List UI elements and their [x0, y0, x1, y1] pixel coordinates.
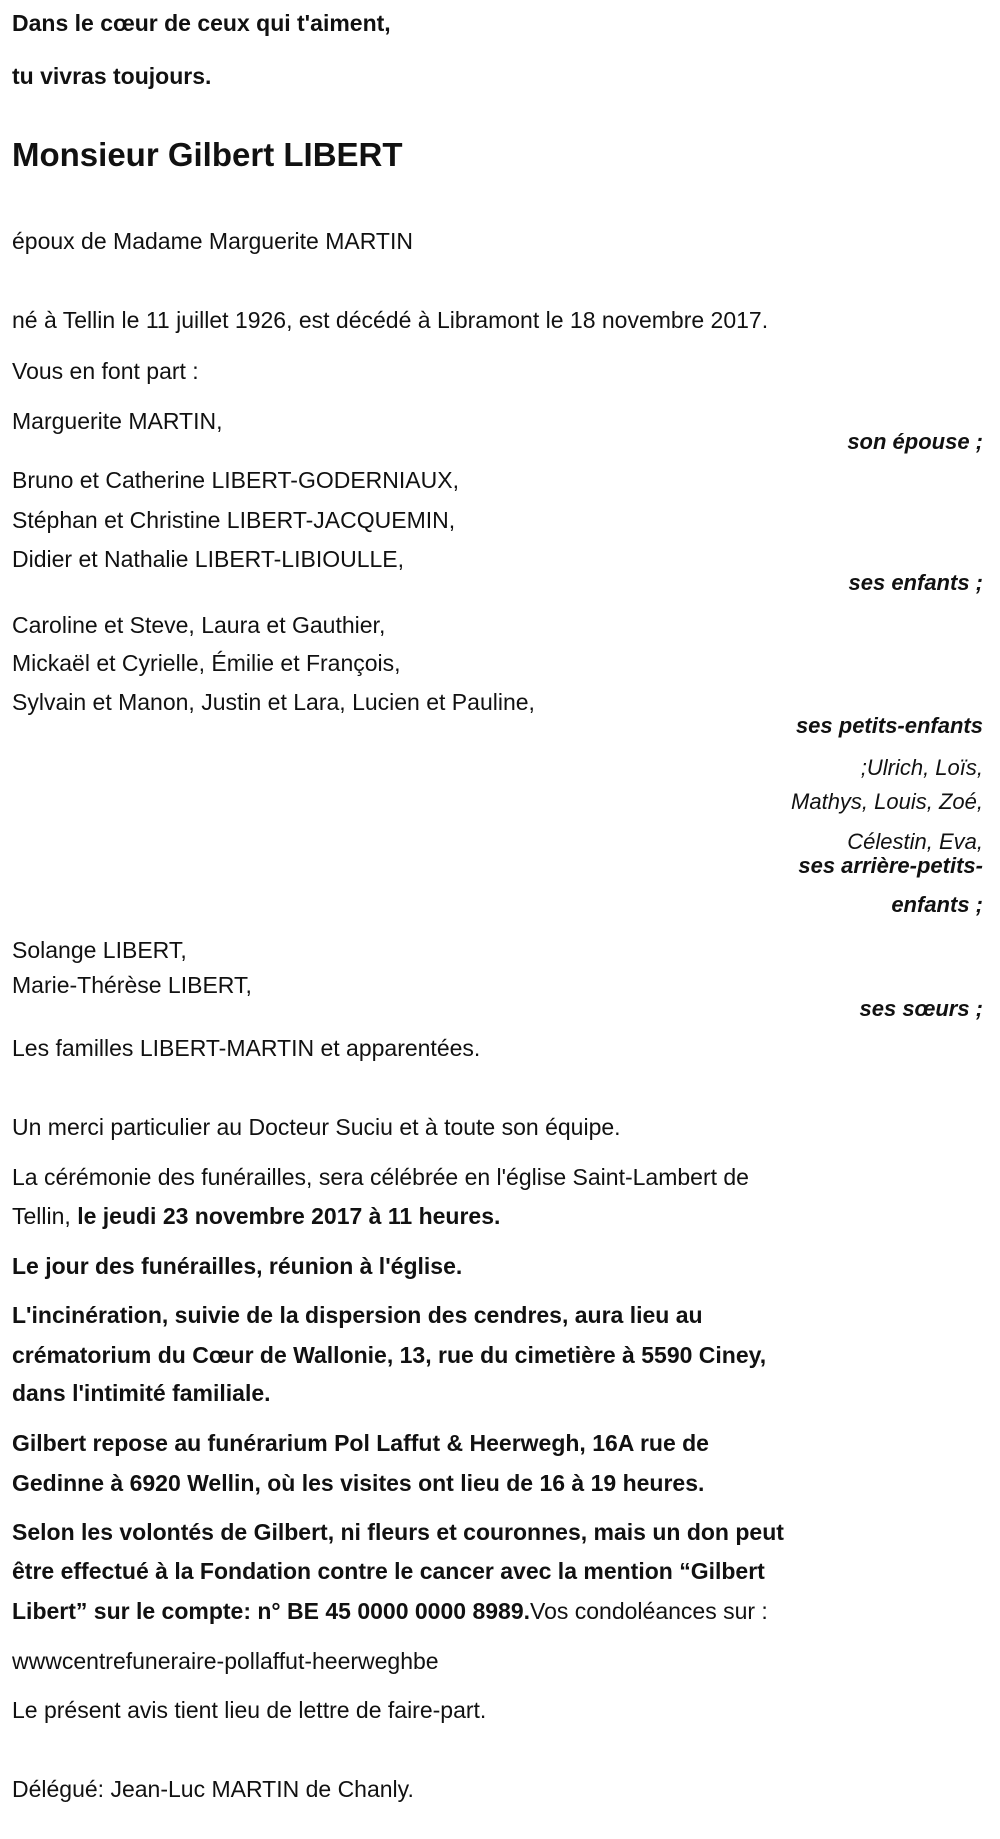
spouse-name: Marguerite MARTIN, — [12, 408, 223, 434]
cremation-line: L'incinération, suivie de la dispersion des cendres, aura lieu au — [12, 1302, 703, 1328]
epigraph-line: Dans le cœur de ceux qui t'aiment, — [12, 10, 391, 36]
birth-death: né à Tellin le 11 juillet 1926, est décédé à Libramont le 18 novembre 2017. — [12, 307, 769, 333]
grandchild-name: Sylvain et Manon, Justin et Lara, Lucien et Pauline, — [12, 689, 535, 715]
donation-account: Libert” sur le compte: n° BE 45 0000 0000 8989. — [12, 1598, 530, 1624]
ceremony-line: La cérémonie des funérailles, sera célébrée en l'église Saint-Lambert de — [12, 1164, 749, 1190]
role-children: ses enfants ; — [848, 570, 983, 595]
epigraph-line: tu vivras toujours. — [12, 63, 212, 89]
grandchild-name: Mickaël et Cyrielle, Émilie et François, — [12, 650, 401, 676]
great-grandchild-name: Célestin, Eva, — [847, 829, 983, 854]
delegate: Délégué: Jean-Luc MARTIN de Chanly. — [12, 1776, 414, 1802]
role-spouse: son épouse ; — [847, 429, 983, 454]
spouse-line: époux de Madame Marguerite MARTIN — [12, 228, 413, 254]
role-grandchildren: ses petits-enfants — [795, 713, 983, 738]
families: Les familles LIBERT-MARTIN et apparentées. — [12, 1035, 481, 1061]
child-name: Didier et Nathalie LIBERT-LIBIOULLE, — [12, 546, 405, 572]
gathering: Le jour des funérailles, réunion à l'église. — [12, 1253, 463, 1279]
announce: Vous en font part : — [12, 358, 199, 384]
sister-name: Solange LIBERT, — [12, 937, 187, 963]
child-name: Bruno et Catherine LIBERT-GODERNIAUX, — [12, 467, 459, 493]
website-link[interactable]: wwwcentrefuneraire-pollaffut-heerweghbe — [12, 1648, 439, 1674]
donation-line: Selon les volontés de Gilbert, ni fleurs et couronnes, mais un don peut — [12, 1519, 784, 1545]
thanks: Un merci particulier au Docteur Suciu et à toute son équipe. — [12, 1114, 621, 1140]
role-great-grandchildren: enfants ; — [891, 892, 983, 917]
cremation-line: crématorium du Cœur de Wallonie, 13, rue du cimetière à 5590 Ciney, — [12, 1342, 767, 1368]
sister-name: Marie-Thérèse LIBERT, — [12, 972, 252, 998]
page-title: Monsieur Gilbert LIBERT — [12, 136, 403, 173]
notice: Le présent avis tient lieu de lettre de faire-part. — [12, 1697, 487, 1723]
donation-line — [12, 1597, 768, 1625]
cremation-line: dans l'intimité familiale. — [12, 1380, 271, 1406]
role-great-grandchildren: ses arrière-petits- — [798, 853, 983, 878]
role-sisters: ses sœurs ; — [859, 996, 983, 1021]
donation-line: être effectué à la Fondation contre le cancer avec la mention “Gilbert — [12, 1558, 765, 1584]
child-name: Stéphan et Christine LIBERT-JACQUEMIN, — [12, 507, 456, 533]
rest-line: Gedinne à 6920 Wellin, où les visites ont lieu de 16 à 19 heures. — [12, 1470, 705, 1496]
grandchild-name: Caroline et Steve, Laura et Gauthier, — [12, 612, 386, 638]
great-grandchild-name: ;Ulrich, Loïs, — [860, 755, 983, 780]
rest-line: Gilbert repose au funérarium Pol Laffut & Heerwegh, 16A rue de — [12, 1430, 709, 1456]
great-grandchild-name: Mathys, Louis, Zoé, — [791, 789, 983, 814]
ceremony-date: le jeudi 23 novembre 2017 à 11 heures. — [77, 1203, 501, 1229]
ceremony-line — [12, 1202, 500, 1230]
ceremony-place: Tellin, — [12, 1203, 78, 1229]
condolences-label: Vos condoléances sur : — [530, 1598, 768, 1624]
